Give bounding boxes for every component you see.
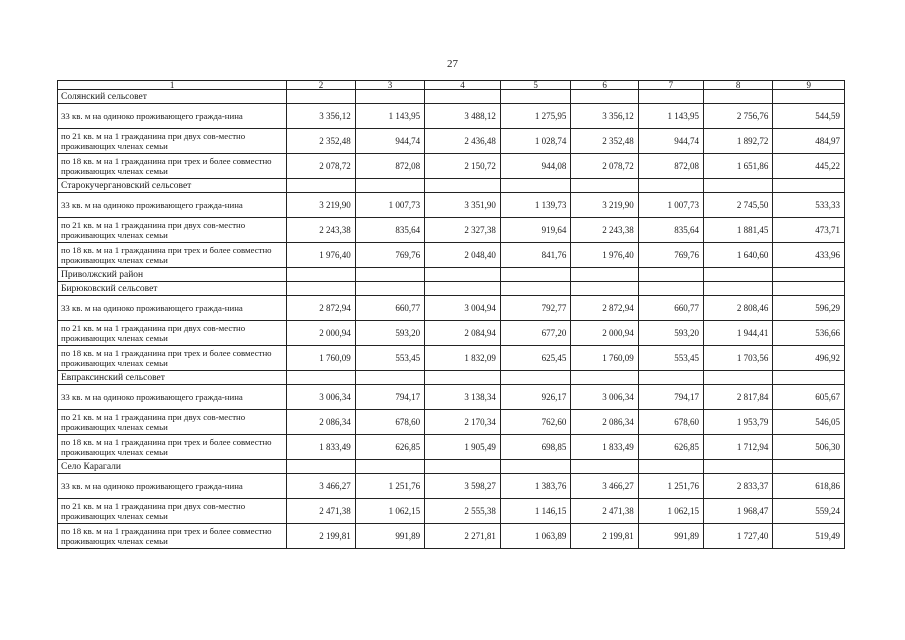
value-cell: 841,76: [500, 243, 570, 268]
value-cell: 1 881,45: [703, 218, 772, 243]
row-label: по 18 кв. м на 1 гражданина при трех и более совместно проживающих членах семьи: [58, 154, 287, 179]
value-cell: 519,49: [773, 524, 845, 549]
value-cell: 2 872,94: [287, 296, 355, 321]
value-cell: 559,24: [773, 499, 845, 524]
value-cell: 626,85: [638, 435, 703, 460]
row-label: 33 кв. м на одиноко проживающего гражда-нина: [58, 474, 287, 499]
empty-cell: [571, 179, 638, 193]
value-cell: 553,45: [638, 346, 703, 371]
empty-cell: [773, 460, 845, 474]
value-cell: 944,08: [500, 154, 570, 179]
section-title: Село Карагали: [58, 460, 287, 474]
value-cell: 769,76: [638, 243, 703, 268]
empty-cell: [500, 371, 570, 385]
value-cell: 1 062,15: [355, 499, 424, 524]
table-row: [58, 474, 845, 499]
value-cell: 1 251,76: [355, 474, 424, 499]
section-title: Солянский сельсовет: [58, 90, 287, 104]
empty-cell: [500, 282, 570, 296]
value-cell: 625,45: [500, 346, 570, 371]
value-cell: 2 745,50: [703, 193, 772, 218]
value-cell: 2 808,46: [703, 296, 772, 321]
row-label: 33 кв. м на одиноко проживающего гражда-нина: [58, 193, 287, 218]
row-label: 33 кв. м на одиноко проживающего гражда-нина: [58, 104, 287, 129]
page-number: 27: [447, 58, 458, 70]
value-cell: 2 170,34: [425, 410, 501, 435]
value-cell: 3 466,27: [571, 474, 638, 499]
value-cell: 3 219,90: [287, 193, 355, 218]
value-cell: 536,66: [773, 321, 845, 346]
value-cell: 2 436,48: [425, 129, 501, 154]
value-cell: 3 466,27: [287, 474, 355, 499]
value-cell: 3 004,94: [425, 296, 501, 321]
column-number: 5: [500, 81, 570, 90]
value-cell: 2 078,72: [287, 154, 355, 179]
row-label: 33 кв. м на одиноко проживающего гражда-нина: [58, 296, 287, 321]
value-cell: 2 199,81: [287, 524, 355, 549]
empty-cell: [571, 268, 638, 282]
empty-cell: [425, 268, 501, 282]
table-row: [58, 346, 845, 371]
value-cell: 596,29: [773, 296, 845, 321]
table-row: [58, 499, 845, 524]
value-cell: 593,20: [638, 321, 703, 346]
column-number-row: [58, 81, 845, 90]
value-cell: 1 760,09: [571, 346, 638, 371]
section-title: Бирюковский сельсовет: [58, 282, 287, 296]
empty-cell: [425, 371, 501, 385]
empty-cell: [425, 282, 501, 296]
value-cell: 445,22: [773, 154, 845, 179]
value-cell: 2 048,40: [425, 243, 501, 268]
value-cell: 433,96: [773, 243, 845, 268]
value-cell: 1 727,40: [703, 524, 772, 549]
empty-cell: [287, 371, 355, 385]
value-cell: 3 356,12: [287, 104, 355, 129]
value-cell: 2 000,94: [571, 321, 638, 346]
value-cell: 3 598,27: [425, 474, 501, 499]
value-cell: 769,76: [355, 243, 424, 268]
empty-cell: [773, 179, 845, 193]
value-cell: 3 219,90: [571, 193, 638, 218]
value-cell: 1 063,89: [500, 524, 570, 549]
row-label: по 21 кв. м на 1 гражданина при двух сов-местно проживающих членах семьи: [58, 410, 287, 435]
row-label: по 18 кв. м на 1 гражданина при трех и более совместно проживающих членах семьи: [58, 346, 287, 371]
table-row: [58, 193, 845, 218]
column-number: 6: [571, 81, 638, 90]
value-cell: 1 976,40: [287, 243, 355, 268]
value-cell: 1 833,49: [571, 435, 638, 460]
value-cell: 1 251,76: [638, 474, 703, 499]
table-row: [58, 321, 845, 346]
section-title-row: [58, 282, 845, 296]
empty-cell: [703, 90, 772, 104]
section-title: Приволжский район: [58, 268, 287, 282]
empty-cell: [638, 371, 703, 385]
value-cell: 835,64: [638, 218, 703, 243]
value-cell: 473,71: [773, 218, 845, 243]
value-cell: 506,30: [773, 435, 845, 460]
value-cell: 660,77: [355, 296, 424, 321]
value-cell: 835,64: [355, 218, 424, 243]
empty-cell: [571, 460, 638, 474]
column-number: 2: [287, 81, 355, 90]
section-title-row: [58, 179, 845, 193]
empty-cell: [703, 179, 772, 193]
value-cell: 677,20: [500, 321, 570, 346]
value-cell: 1 712,94: [703, 435, 772, 460]
value-cell: 2 471,38: [287, 499, 355, 524]
value-cell: 698,85: [500, 435, 570, 460]
column-number: 3: [355, 81, 424, 90]
value-cell: 2 086,34: [287, 410, 355, 435]
value-cell: 1 944,41: [703, 321, 772, 346]
value-cell: 2 833,37: [703, 474, 772, 499]
empty-cell: [500, 179, 570, 193]
value-cell: 3 006,34: [287, 385, 355, 410]
value-cell: 2 271,81: [425, 524, 501, 549]
value-cell: 1 833,49: [287, 435, 355, 460]
column-number: 7: [638, 81, 703, 90]
empty-cell: [425, 90, 501, 104]
value-cell: 3 006,34: [571, 385, 638, 410]
value-cell: 2 086,34: [571, 410, 638, 435]
section-title: Евпраксинский сельсовет: [58, 371, 287, 385]
section-title: Старокучергановский сельсовет: [58, 179, 287, 193]
value-cell: 794,17: [355, 385, 424, 410]
value-cell: 3 356,12: [571, 104, 638, 129]
value-cell: 2 756,76: [703, 104, 772, 129]
value-cell: 660,77: [638, 296, 703, 321]
empty-cell: [355, 282, 424, 296]
empty-cell: [703, 268, 772, 282]
value-cell: 2 352,48: [287, 129, 355, 154]
value-cell: 1 640,60: [703, 243, 772, 268]
empty-cell: [355, 268, 424, 282]
value-cell: 1 760,09: [287, 346, 355, 371]
empty-cell: [703, 460, 772, 474]
empty-cell: [355, 371, 424, 385]
column-number: 4: [425, 81, 501, 90]
value-cell: 2 000,94: [287, 321, 355, 346]
empty-cell: [773, 90, 845, 104]
empty-cell: [500, 460, 570, 474]
value-cell: 944,74: [638, 129, 703, 154]
value-cell: 1 832,09: [425, 346, 501, 371]
empty-cell: [287, 282, 355, 296]
empty-cell: [355, 179, 424, 193]
section-title-row: [58, 90, 845, 104]
table-row: [58, 296, 845, 321]
value-cell: 2 817,84: [703, 385, 772, 410]
value-cell: 1 703,56: [703, 346, 772, 371]
value-cell: 926,17: [500, 385, 570, 410]
value-cell: 618,86: [773, 474, 845, 499]
value-cell: 919,64: [500, 218, 570, 243]
tariff-table: [57, 80, 845, 549]
value-cell: 1 905,49: [425, 435, 501, 460]
empty-cell: [703, 371, 772, 385]
value-cell: 872,08: [638, 154, 703, 179]
row-label: по 21 кв. м на 1 гражданина при двух сов-местно проживающих членах семьи: [58, 499, 287, 524]
table-row: [58, 410, 845, 435]
value-cell: 792,77: [500, 296, 570, 321]
row-label: по 18 кв. м на 1 гражданина при трех и более совместно проживающих членах семьи: [58, 435, 287, 460]
value-cell: 1 028,74: [500, 129, 570, 154]
row-label: по 21 кв. м на 1 гражданина при двух сов-местно проживающих членах семьи: [58, 129, 287, 154]
value-cell: 1 651,86: [703, 154, 772, 179]
empty-cell: [287, 179, 355, 193]
empty-cell: [287, 460, 355, 474]
table-row: [58, 435, 845, 460]
column-number: 8: [703, 81, 772, 90]
empty-cell: [638, 460, 703, 474]
table-row: [58, 524, 845, 549]
section-title-row: [58, 460, 845, 474]
empty-cell: [638, 179, 703, 193]
value-cell: 2 243,38: [571, 218, 638, 243]
empty-cell: [638, 268, 703, 282]
column-number: 1: [58, 81, 287, 90]
empty-cell: [287, 268, 355, 282]
empty-cell: [571, 371, 638, 385]
value-cell: 1 146,15: [500, 499, 570, 524]
value-cell: 484,97: [773, 129, 845, 154]
empty-cell: [425, 460, 501, 474]
section-title-row: [58, 268, 845, 282]
value-cell: 1 976,40: [571, 243, 638, 268]
value-cell: 2 327,38: [425, 218, 501, 243]
value-cell: 553,45: [355, 346, 424, 371]
empty-cell: [773, 268, 845, 282]
value-cell: 872,08: [355, 154, 424, 179]
empty-cell: [638, 282, 703, 296]
value-cell: 1 953,79: [703, 410, 772, 435]
table-row: [58, 154, 845, 179]
value-cell: 3 488,12: [425, 104, 501, 129]
value-cell: 1 275,95: [500, 104, 570, 129]
value-cell: 1 383,76: [500, 474, 570, 499]
value-cell: 1 892,72: [703, 129, 772, 154]
empty-cell: [773, 282, 845, 296]
row-label: по 21 кв. м на 1 гражданина при двух сов-местно проживающих членах семьи: [58, 321, 287, 346]
value-cell: 794,17: [638, 385, 703, 410]
empty-cell: [773, 371, 845, 385]
value-cell: 762,60: [500, 410, 570, 435]
value-cell: 678,60: [638, 410, 703, 435]
value-cell: 1 143,95: [355, 104, 424, 129]
value-cell: 2 199,81: [571, 524, 638, 549]
value-cell: 2 078,72: [571, 154, 638, 179]
empty-cell: [425, 179, 501, 193]
table-row: [58, 243, 845, 268]
value-cell: 1 139,73: [500, 193, 570, 218]
value-cell: 2 872,94: [571, 296, 638, 321]
value-cell: 1 007,73: [355, 193, 424, 218]
value-cell: 991,89: [355, 524, 424, 549]
empty-cell: [500, 268, 570, 282]
value-cell: 2 352,48: [571, 129, 638, 154]
value-cell: 2 150,72: [425, 154, 501, 179]
value-cell: 546,05: [773, 410, 845, 435]
value-cell: 544,59: [773, 104, 845, 129]
value-cell: 605,67: [773, 385, 845, 410]
value-cell: 1 968,47: [703, 499, 772, 524]
row-label: по 18 кв. м на 1 гражданина при трех и более совместно проживающих членах семьи: [58, 524, 287, 549]
row-label: 33 кв. м на одиноко проживающего гражда-нина: [58, 385, 287, 410]
empty-cell: [638, 90, 703, 104]
value-cell: 533,33: [773, 193, 845, 218]
value-cell: 944,74: [355, 129, 424, 154]
row-label: по 18 кв. м на 1 гражданина при трех и более совместно проживающих членах семьи: [58, 243, 287, 268]
empty-cell: [571, 282, 638, 296]
table-row: [58, 385, 845, 410]
value-cell: 1 062,15: [638, 499, 703, 524]
value-cell: 678,60: [355, 410, 424, 435]
value-cell: 593,20: [355, 321, 424, 346]
table-row: [58, 104, 845, 129]
value-cell: 2 084,94: [425, 321, 501, 346]
column-number: 9: [773, 81, 845, 90]
table-row: [58, 218, 845, 243]
table-row: [58, 129, 845, 154]
value-cell: 2 243,38: [287, 218, 355, 243]
empty-cell: [355, 460, 424, 474]
value-cell: 3 138,34: [425, 385, 501, 410]
value-cell: 1 007,73: [638, 193, 703, 218]
value-cell: 2 471,38: [571, 499, 638, 524]
value-cell: 2 555,38: [425, 499, 501, 524]
value-cell: 626,85: [355, 435, 424, 460]
empty-cell: [355, 90, 424, 104]
empty-cell: [571, 90, 638, 104]
value-cell: 1 143,95: [638, 104, 703, 129]
value-cell: 496,92: [773, 346, 845, 371]
empty-cell: [500, 90, 570, 104]
table-body: [58, 81, 845, 549]
value-cell: 3 351,90: [425, 193, 501, 218]
value-cell: 991,89: [638, 524, 703, 549]
section-title-row: [58, 371, 845, 385]
row-label: по 21 кв. м на 1 гражданина при двух сов-местно проживающих членах семьи: [58, 218, 287, 243]
empty-cell: [287, 90, 355, 104]
empty-cell: [703, 282, 772, 296]
